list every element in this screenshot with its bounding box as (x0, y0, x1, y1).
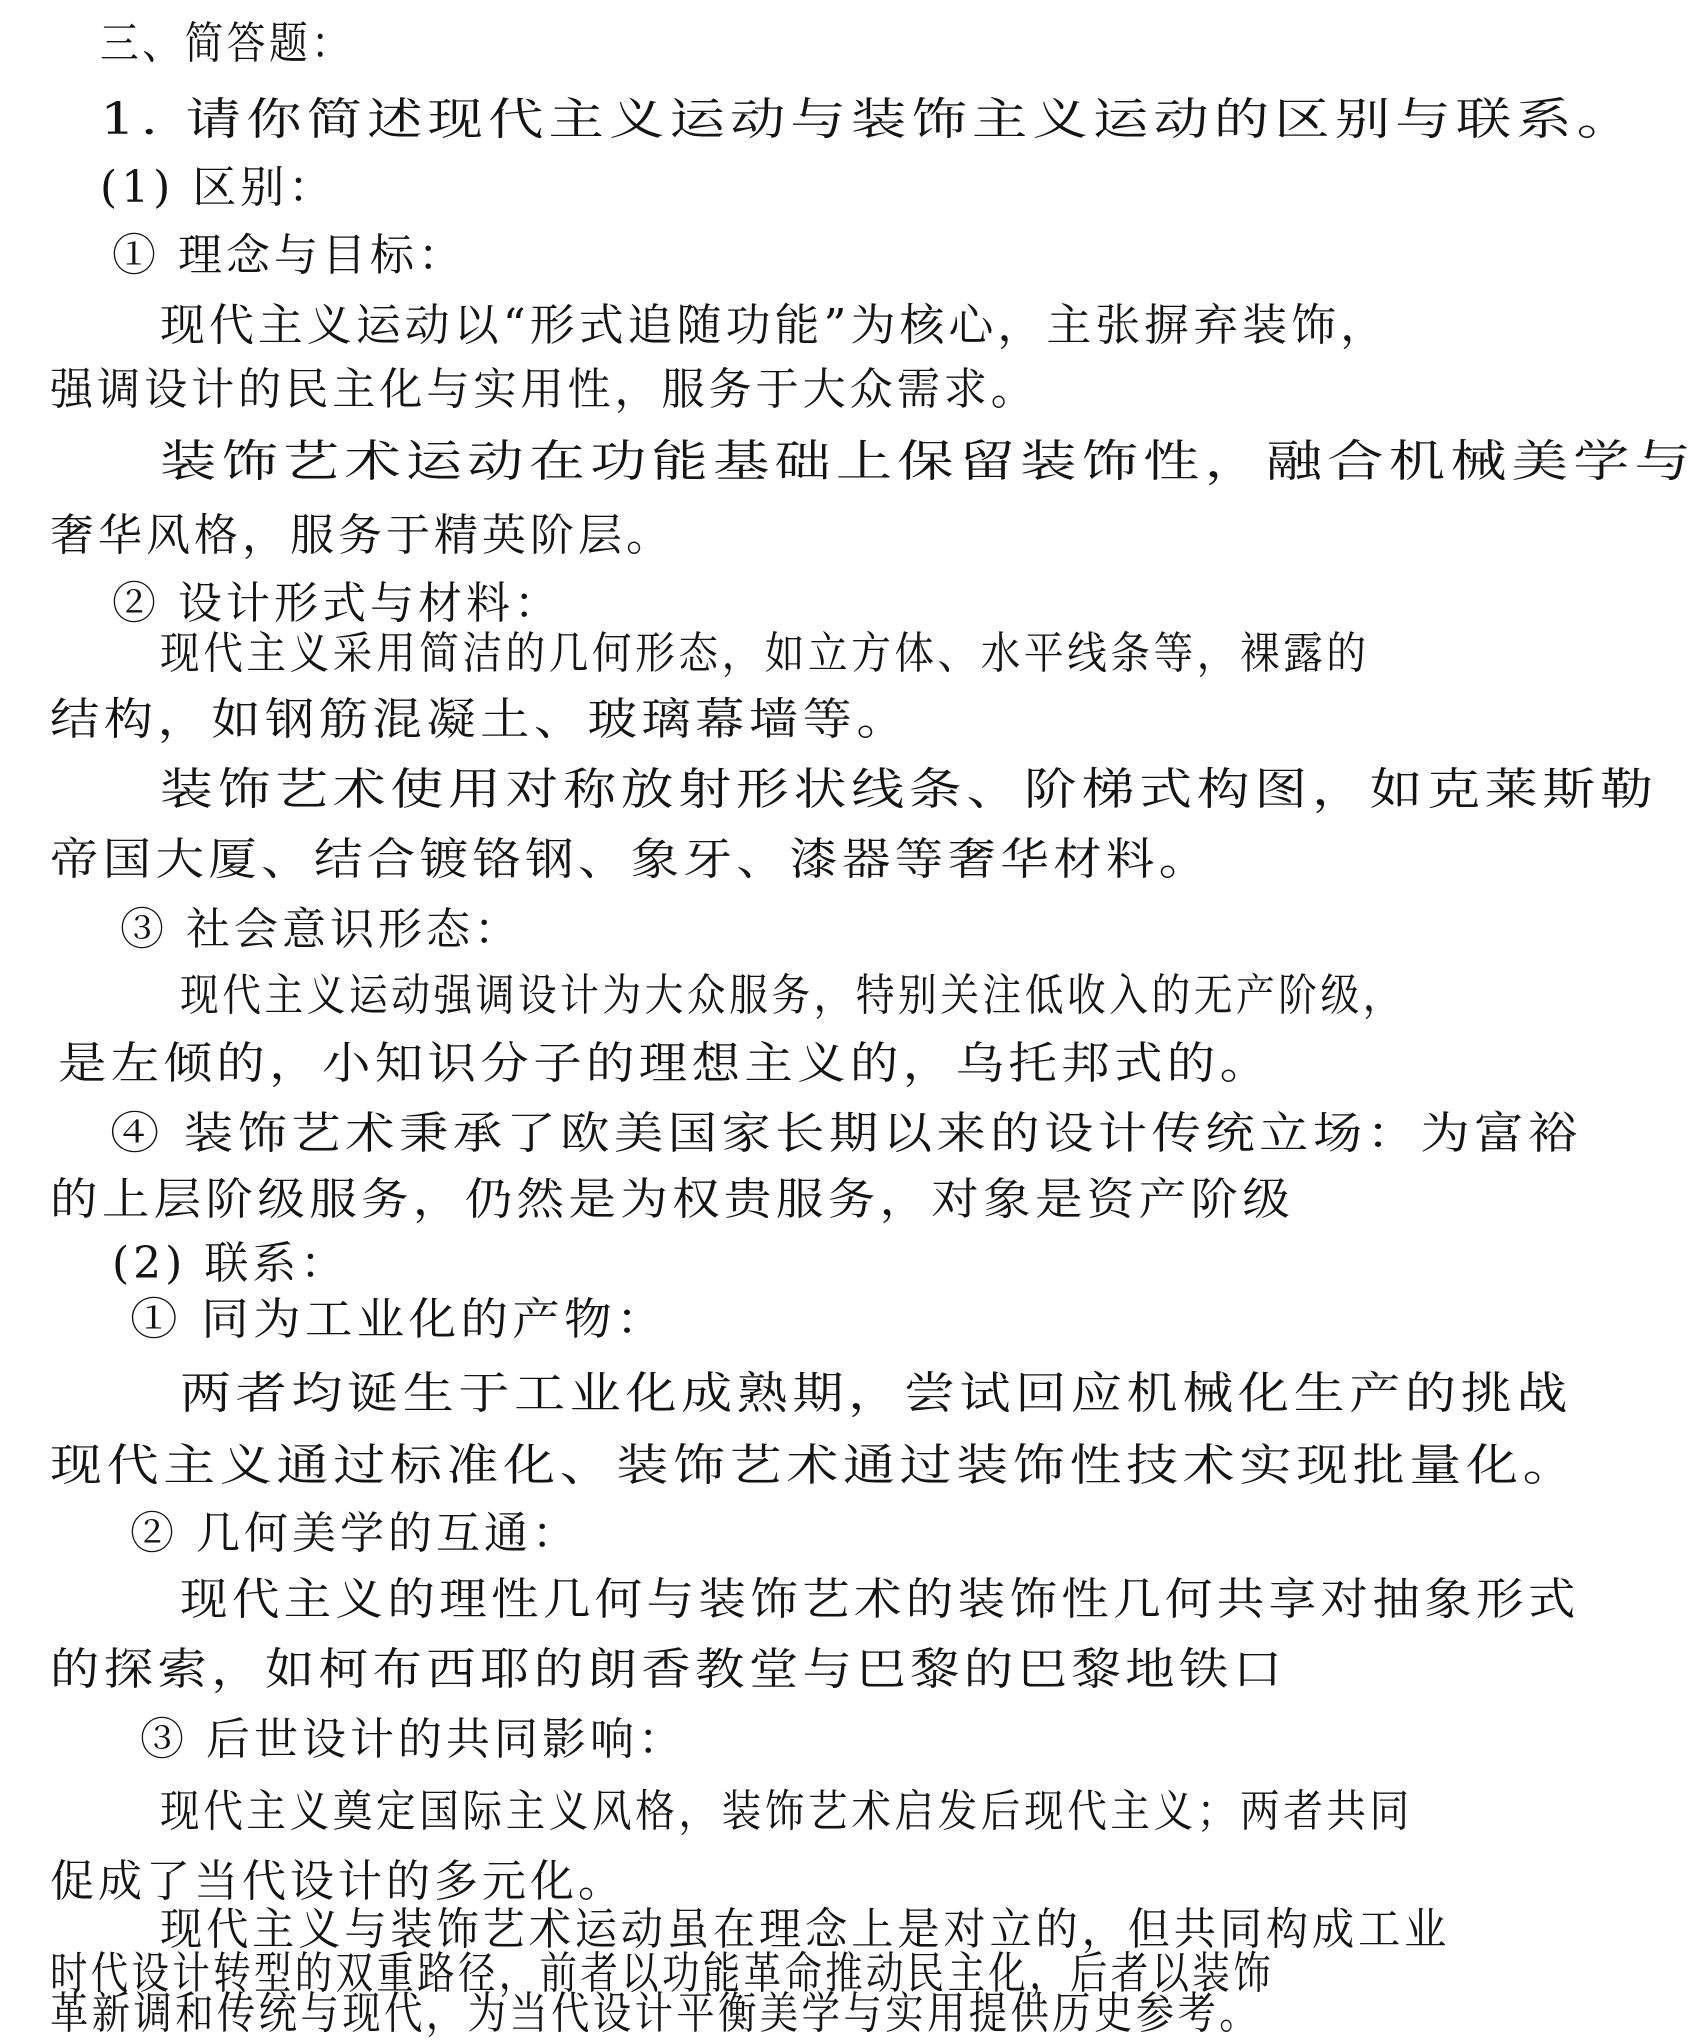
concept-artdeco-line1: 装饰艺术运动在功能基础上保留装饰性，融合机械美学与 (160, 436, 1696, 487)
form-artdeco-line1: 装饰艺术使用对称放射形状线条、阶梯式构图，如克莱斯勒 (160, 764, 1658, 815)
form-modernism-line1: 现代主义采用简洁的几何形态，如立方体、水平线条等，裸露的 (160, 628, 1370, 679)
form-title: ② 设计形式与材料： (112, 578, 562, 629)
concept-modernism-line2: 强调设计的民主化与实用性，服务于大众需求。 (50, 364, 1038, 415)
summary-line1: 现代主义与装饰艺术运动虽在理念上是对立的，但共同构成工业 (160, 1904, 1451, 1955)
influence-line2: 促成了当代设计的多元化。 (50, 1856, 626, 1907)
concept-title: ① 理念与目标： (112, 230, 466, 281)
differences-label: (1) 区别： (100, 162, 337, 213)
connections-label: (2) 联系： (112, 1238, 349, 1289)
industrial-title: ① 同为工业化的产物： (130, 1294, 668, 1345)
summary-line3: 革新调和传统与现代，为当代设计平衡美学与实用提供历史参考。 (50, 1988, 1262, 2039)
form-artdeco-line2: 帝国大厦、结合镀铬钢、象牙、漆器等奢华材料。 (50, 834, 1212, 885)
geometry-title: ② 几何美学的互通： (130, 1508, 580, 1559)
industrial-line2: 现代主义通过标准化、装饰艺术通过装饰性技术实现批量化。 (50, 1440, 1580, 1491)
section-heading: 三、简答题： (100, 18, 354, 69)
geometry-line2: 的探索，如柯布西耶的朗香教堂与巴黎的巴黎地铁口 (50, 1644, 1287, 1695)
influence-title: ③ 后世设计的共同影响： (140, 1714, 686, 1765)
summary-line2: 时代设计转型的双重路径，前者以功能革命推动民主化，后者以装饰 (50, 1948, 1274, 1999)
form-modernism-line2: 结构，如钢筋混凝土、玻璃幕墙等。 (50, 694, 911, 745)
ideology-title: ③ 社会意识形态： (120, 904, 522, 955)
ideology-artdeco-line2: 的上层阶级服务，仍然是为权贵服务，对象是资产阶级 (50, 1174, 1295, 1225)
influence-line1: 现代主义奠定国际主义风格，装饰艺术启发后现代主义；两者共同 (160, 1786, 1413, 1837)
ideology-modernism-line2: 是左倾的，小知识分子的理想主义的，乌托邦式的。 (58, 1038, 1273, 1089)
question-text: 1. 请你简述现代主义运动与装饰主义运动的区别与联系。 (100, 94, 1638, 145)
ideology-artdeco-line1: ④ 装饰艺术秉承了欧美国家长期以来的设计传统立场：为富裕 (110, 1108, 1582, 1159)
industrial-line1: 两者均诞生于工业化成熟期，尝试回应机械化生产的挑战 (180, 1368, 1572, 1419)
concept-artdeco-line2: 奢华风格，服务于精英阶层。 (50, 510, 674, 561)
concept-modernism-line1: 现代主义运动以“形式追随功能”为核心，主张摒弃装饰， (160, 300, 1390, 351)
geometry-line1: 现代主义的理性几何与装饰艺术的装饰性几何共享对抽象形式 (180, 1574, 1580, 1625)
ideology-modernism-line1: 现代主义运动强调设计为大众服务，特别关注低收入的无产阶级， (180, 970, 1405, 1021)
